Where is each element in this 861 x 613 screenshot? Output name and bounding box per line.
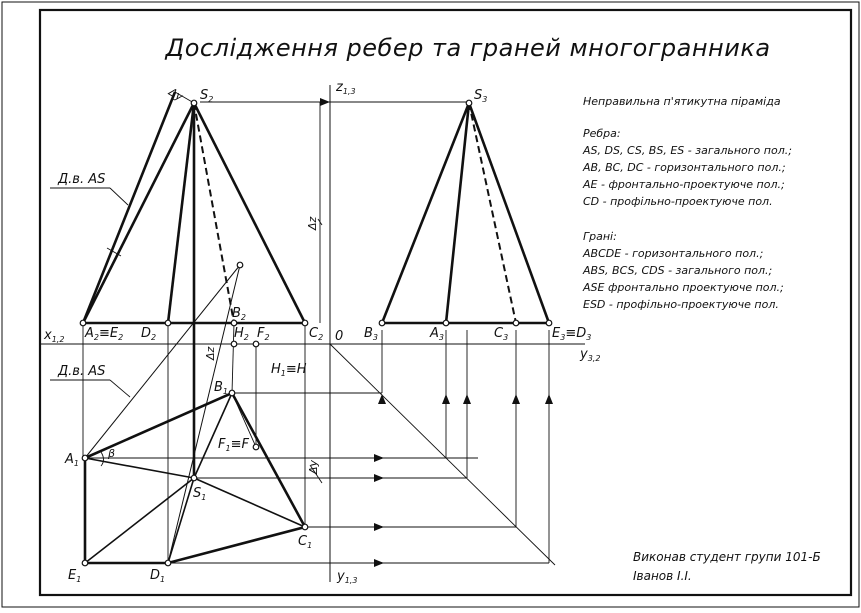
label-S2: $S_2$ [200, 88, 214, 104]
constant-line [330, 344, 555, 565]
label-F2: $F_2$ [257, 326, 270, 342]
label-B3: $B_3$ [364, 326, 379, 342]
label-H2: $H_2$ [234, 326, 249, 342]
label-delta-y-bottom: Δy [307, 459, 320, 474]
label-H1H: $H_1\equiv H$ [271, 362, 307, 378]
label-E1: $E_1$ [68, 568, 82, 584]
label-origin: 0 [335, 329, 344, 344]
drawing-title: Дослідження ребер та граней многогранника [165, 34, 771, 62]
label-S1: $S_1$ [193, 486, 207, 502]
edges-heading: Ребра: [583, 127, 621, 140]
beta-arc [101, 452, 104, 466]
profile-projection [200, 98, 549, 323]
label-D1: $D_1$ [150, 568, 166, 584]
label-delta-z-mid: Δz [306, 216, 319, 230]
label-E3D3: $E_3\equiv D_3$ [552, 326, 592, 342]
face-note: ESD - профільно-проектуюче пол. [583, 298, 779, 311]
label-beta: β [108, 447, 116, 460]
label-A2E2: $A_2\equiv E_2$ [85, 326, 124, 342]
face-note: ASE фронтально проектуюче пол.; [583, 281, 784, 294]
label-true-length-bottom: Д.в. AS [58, 364, 106, 379]
label-delta-z-small: Δz [204, 346, 217, 360]
notes-block [582, 95, 792, 311]
notes-heading: Неправильна п'ятикутна піраміда [583, 95, 781, 108]
label-true-length-top: Д.в. AS [58, 172, 106, 187]
label-D2: $D_2$ [141, 326, 157, 342]
face-note: ABS, BCS, CDS - загального пол.; [583, 264, 773, 277]
frontal-projection [83, 92, 305, 478]
label-C1: $C_1$ [298, 534, 313, 550]
label-B1: $B_1$ [214, 380, 229, 396]
signature-line-2: Іванов І.І. [633, 569, 692, 583]
projection-lines [83, 323, 549, 563]
signature-line-1: Виконав студент групи 101-Б [633, 550, 821, 564]
edge-note: AB, BC, DC - горизонтального пол.; [583, 161, 786, 174]
label-A3: $A_3$ [430, 326, 444, 342]
arrows [374, 394, 553, 567]
label-delta-y-top: Δy [166, 85, 186, 104]
label-x-axis: $x_{1,2}$ [44, 328, 65, 344]
label-F1F: $F_1\equiv F$ [218, 437, 249, 453]
label-B2: $B_2$ [232, 306, 247, 322]
label-y-axis-right: $y_{3,2}$ [580, 347, 601, 363]
faces-heading: Грані: [583, 230, 617, 243]
edge-note: CD - профільно-проектуюче пол. [583, 195, 773, 208]
label-C2: $C_2$ [309, 326, 324, 342]
label-C3: $C_3$ [494, 326, 509, 342]
label-y-axis-bottom: $y_{1,3}$ [337, 569, 358, 585]
face-note: ABCDE - горизонтального пол.; [583, 247, 764, 260]
label-A1: $A_1$ [65, 452, 79, 468]
label-z-axis: $z_{1,3}$ [336, 80, 356, 96]
label-S3: $S_3$ [474, 88, 488, 104]
edge-note: AS, DS, CS, BS, ES - загального пол.; [583, 144, 792, 157]
edge-note: AE - фронтально-проектуюче пол.; [583, 178, 785, 191]
